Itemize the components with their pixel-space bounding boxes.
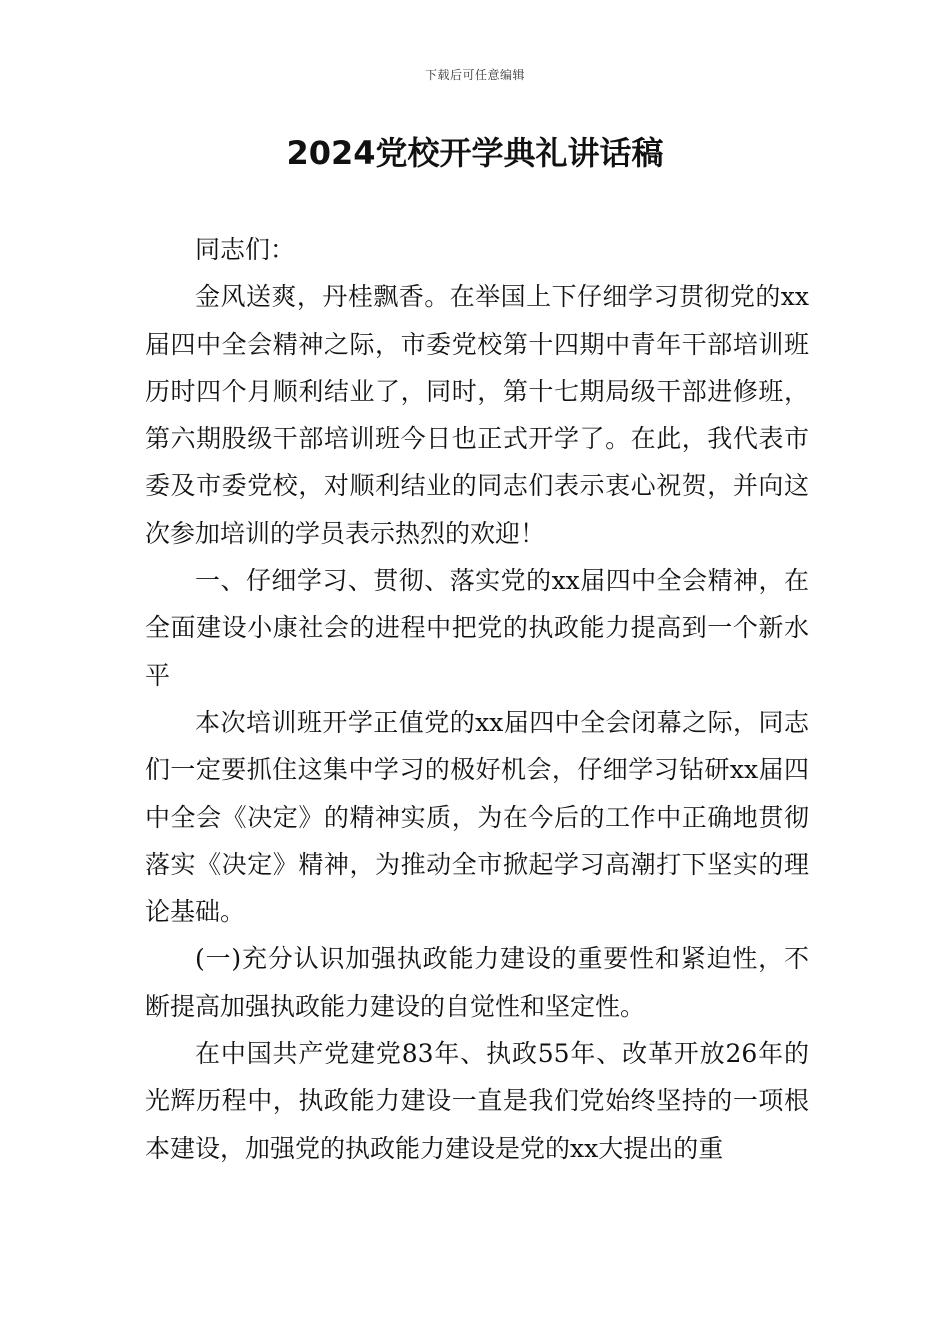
document-title: 2024党校开学典礼讲话稿 (286, 134, 664, 172)
body-paragraph: 本次培训班开学正值党的xx届四中全会闭幕之际，同志们一定要抓住这集中学习的极好机会，仔细学习钻研xx届四中全会《决定》的精神实质，为在今后的工作中正确地贯彻落实《决定》精神，为推动全市掀起学习高潮打下坚实的理论基础。 (145, 707, 809, 927)
body-paragraph: 在中国共产党建党83年、执政55年、改革开放26年的光辉历程中，执政能力建设一直是我们党始终坚持的一项根本建设，加强党的执政能力建设是党的xx大提出的重 (145, 1039, 809, 1163)
header-note: 下载后可任意编辑 (424, 68, 525, 82)
document-body (145, 226, 809, 1172)
opening-paragraph: 金风送爽，丹桂飘香。在举国上下仔细学习贯彻党的xx届四中全会精神之际，市委党校第十四期中青年干部培训班历时四个月顺利结业了，同时，第十七期局级干部进修班，第六期股级干部培训班今日也正式开学了。在此，我代表市委及市委党校，对顺利结业的同志们表示衷心祝贺，并向这次参加培训的学员表示热烈的欢迎！ (145, 282, 809, 548)
section-heading-1: 一、仔细学习、贯彻、落实党的xx届四中全会精神，在全面建设小康社会的进程中把党的执政能力提高到一个新水平 (145, 566, 809, 690)
salutation-paragraph: 同志们： (195, 235, 296, 264)
subsection-heading-1: (一)充分认识加强执政能力建设的重要性和紧迫性，不断提高加强执政能力建设的自觉性和坚定性。 (145, 944, 809, 1021)
